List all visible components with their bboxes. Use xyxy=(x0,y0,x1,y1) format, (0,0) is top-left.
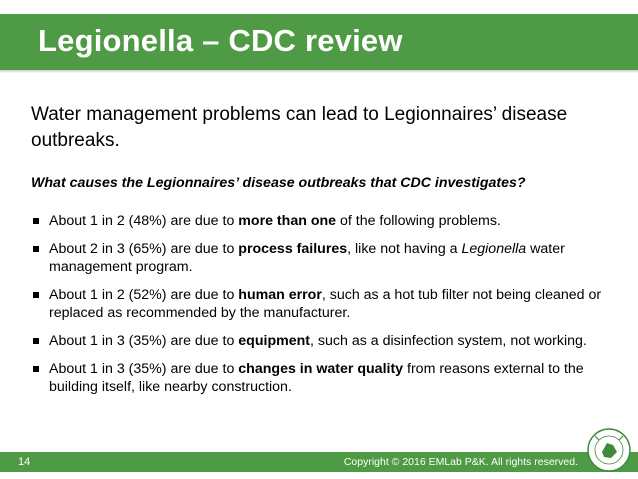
bullet-emphasis: process failures xyxy=(238,241,348,257)
bullet-emphasis: equipment xyxy=(238,333,311,349)
intro-text: Water management problems can lead to Legionnaires’ disease outbreaks. xyxy=(31,104,568,151)
bullet-emphasis: more than one xyxy=(238,213,337,229)
bullet-emphasis: human error xyxy=(238,287,322,303)
bullet-text: About 1 in 3 (35%) are due to xyxy=(49,361,239,377)
bullet-text: , such as a hot tub filter not being cleaned or replaced as recommended by the manufacturer. xyxy=(49,287,602,321)
bullet-text: water management program. xyxy=(49,241,565,275)
page-number: 14 xyxy=(18,456,31,468)
bullet-square-icon xyxy=(33,246,39,252)
bullet-square-icon xyxy=(33,366,39,372)
bullet-item xyxy=(31,360,611,396)
bullet-text: About 1 in 2 (48%) are due to xyxy=(49,213,239,229)
bullet-text: About 2 in 3 (65%) are due to xyxy=(49,241,239,257)
copyright-text: Copyright © 2016 EMLab P&K. All rights reserved. xyxy=(343,456,578,468)
footer-bar xyxy=(0,452,638,472)
bullet-list xyxy=(31,212,611,406)
bullet-item xyxy=(31,332,611,350)
bullet-item xyxy=(31,212,611,230)
slide-title: Legionella – CDC review xyxy=(38,23,403,58)
bullet-square-icon xyxy=(33,292,39,298)
title-divider xyxy=(0,70,638,73)
bullet-square-icon xyxy=(33,218,39,224)
bullet-item xyxy=(31,240,611,276)
bullet-italic: Legionella xyxy=(461,241,527,257)
bullet-square-icon xyxy=(33,338,39,344)
bullet-text: from reasons external to the building itself, like nearby construction. xyxy=(49,361,584,395)
question-text: What causes the Legionnaires’ disease outbreaks that CDC investigates? xyxy=(31,175,526,191)
bullet-text: About 1 in 3 (35%) are due to xyxy=(49,333,239,349)
bullet-emphasis: changes in water quality xyxy=(238,361,404,377)
bullet-text: , such as a disinfection system, not working. xyxy=(310,333,587,349)
provider-seal-icon xyxy=(587,428,631,472)
bullet-text: of the following problems. xyxy=(336,213,501,229)
bullet-item xyxy=(31,286,611,322)
bullet-text: , like not having a xyxy=(347,241,462,257)
title-bar xyxy=(0,14,638,70)
bullet-text: About 1 in 2 (52%) are due to xyxy=(49,287,239,303)
